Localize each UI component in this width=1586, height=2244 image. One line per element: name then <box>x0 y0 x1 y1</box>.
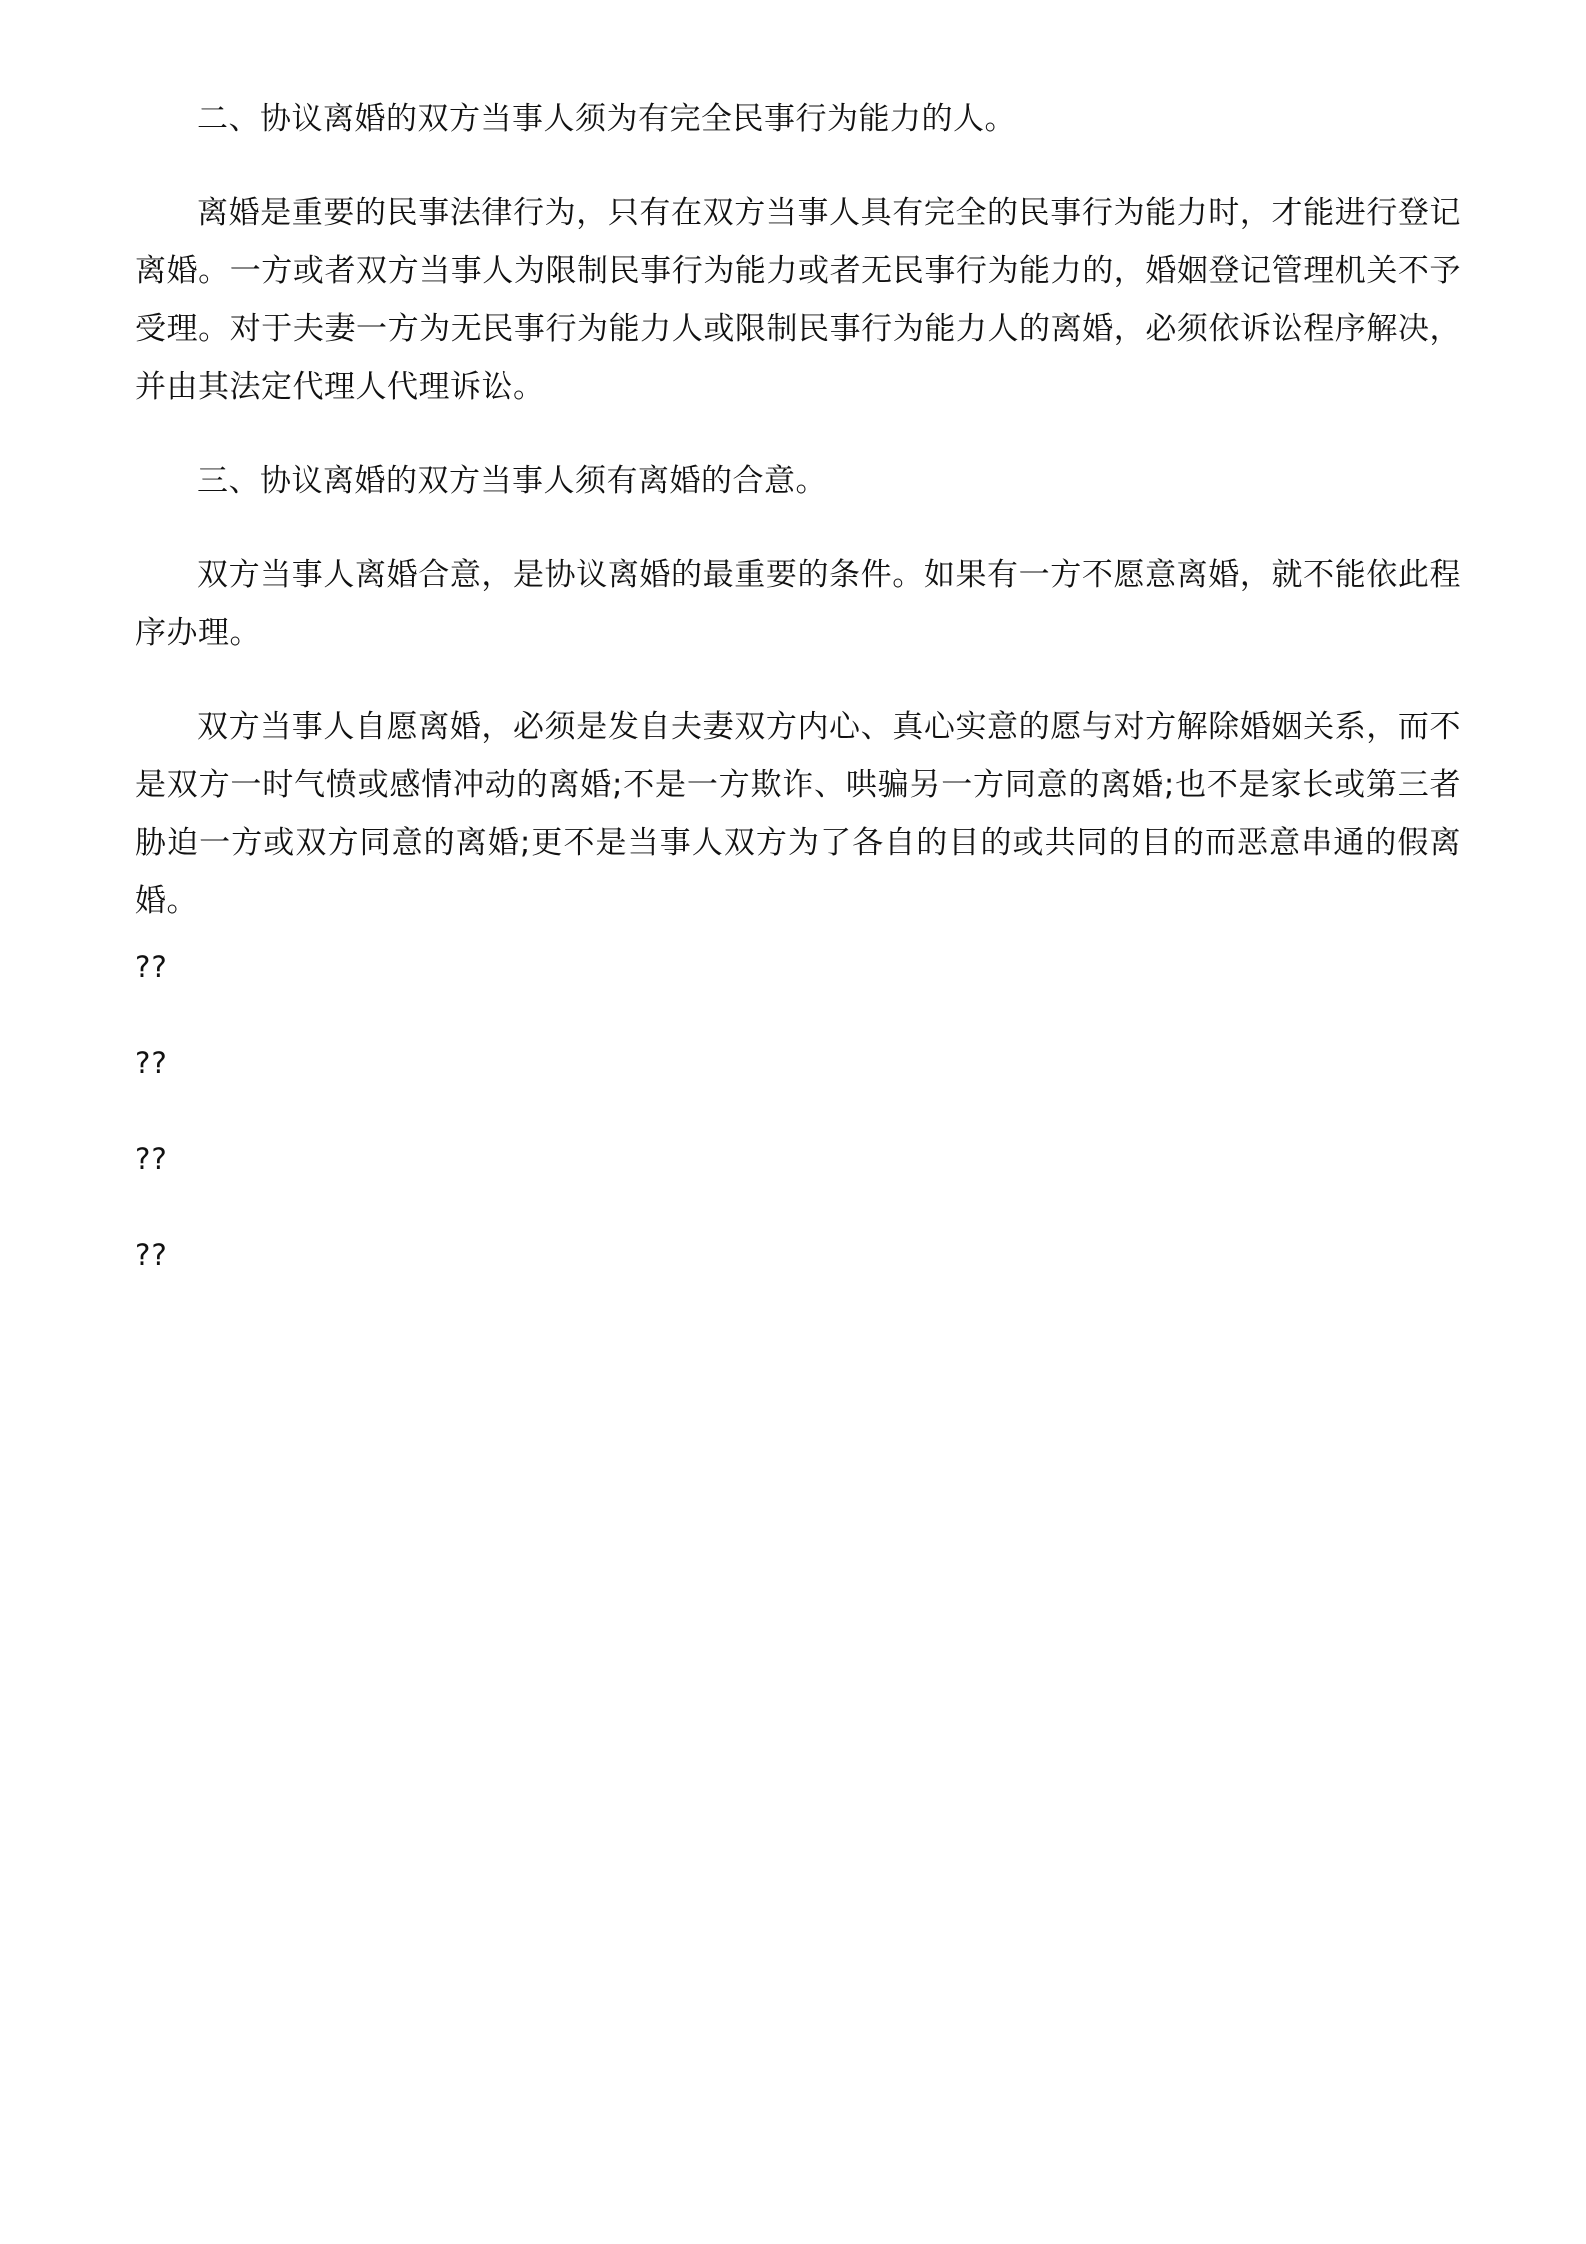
placeholder-mark: ?? <box>135 1046 168 1080</box>
paragraph-capacity: 离婚是重要的民事法律行为，只有在双方当事人具有完全的民事行为能力时，才能进行登记离婚。一方或者双方当事人为限制民事行为能力或者无民事行为能力的，婚姻登记管理机关不予受理。对于夫妻一方为无民事行为能力人或限制民事行为能力人的离婚，必须依诉讼程序解决，并由其法定代理人代理诉讼。 <box>135 195 1461 405</box>
paragraph-consent: 双方当事人离婚合意，是协议离婚的最重要的条件。如果有一方不愿意离婚，就不能依此程序办理。 <box>135 557 1461 651</box>
placeholder-mark: ?? <box>135 1142 168 1176</box>
placeholder-mark: ?? <box>135 1238 168 1272</box>
placeholder-mark: ?? <box>135 950 168 984</box>
section-heading-two: 二、协议离婚的双方当事人须为有完全民事行为能力的人。 <box>197 101 1016 137</box>
document-body <box>135 90 1461 1322</box>
section-heading-three: 三、协议离婚的双方当事人须有离婚的合意。 <box>197 463 827 499</box>
placeholder-list <box>135 938 1461 1284</box>
paragraph-voluntary: 双方当事人自愿离婚，必须是发自夫妻双方内心、真心实意的愿与对方解除婚姻关系，而不是双方一时气愤或感情冲动的离婚;不是一方欺诈、哄骗另一方同意的离婚;也不是家长或第三者胁迫一方或双方同意的离婚;更不是当事人双方为了各自的目的或共同的目的而恶意串通的假离婚。 <box>135 709 1461 919</box>
